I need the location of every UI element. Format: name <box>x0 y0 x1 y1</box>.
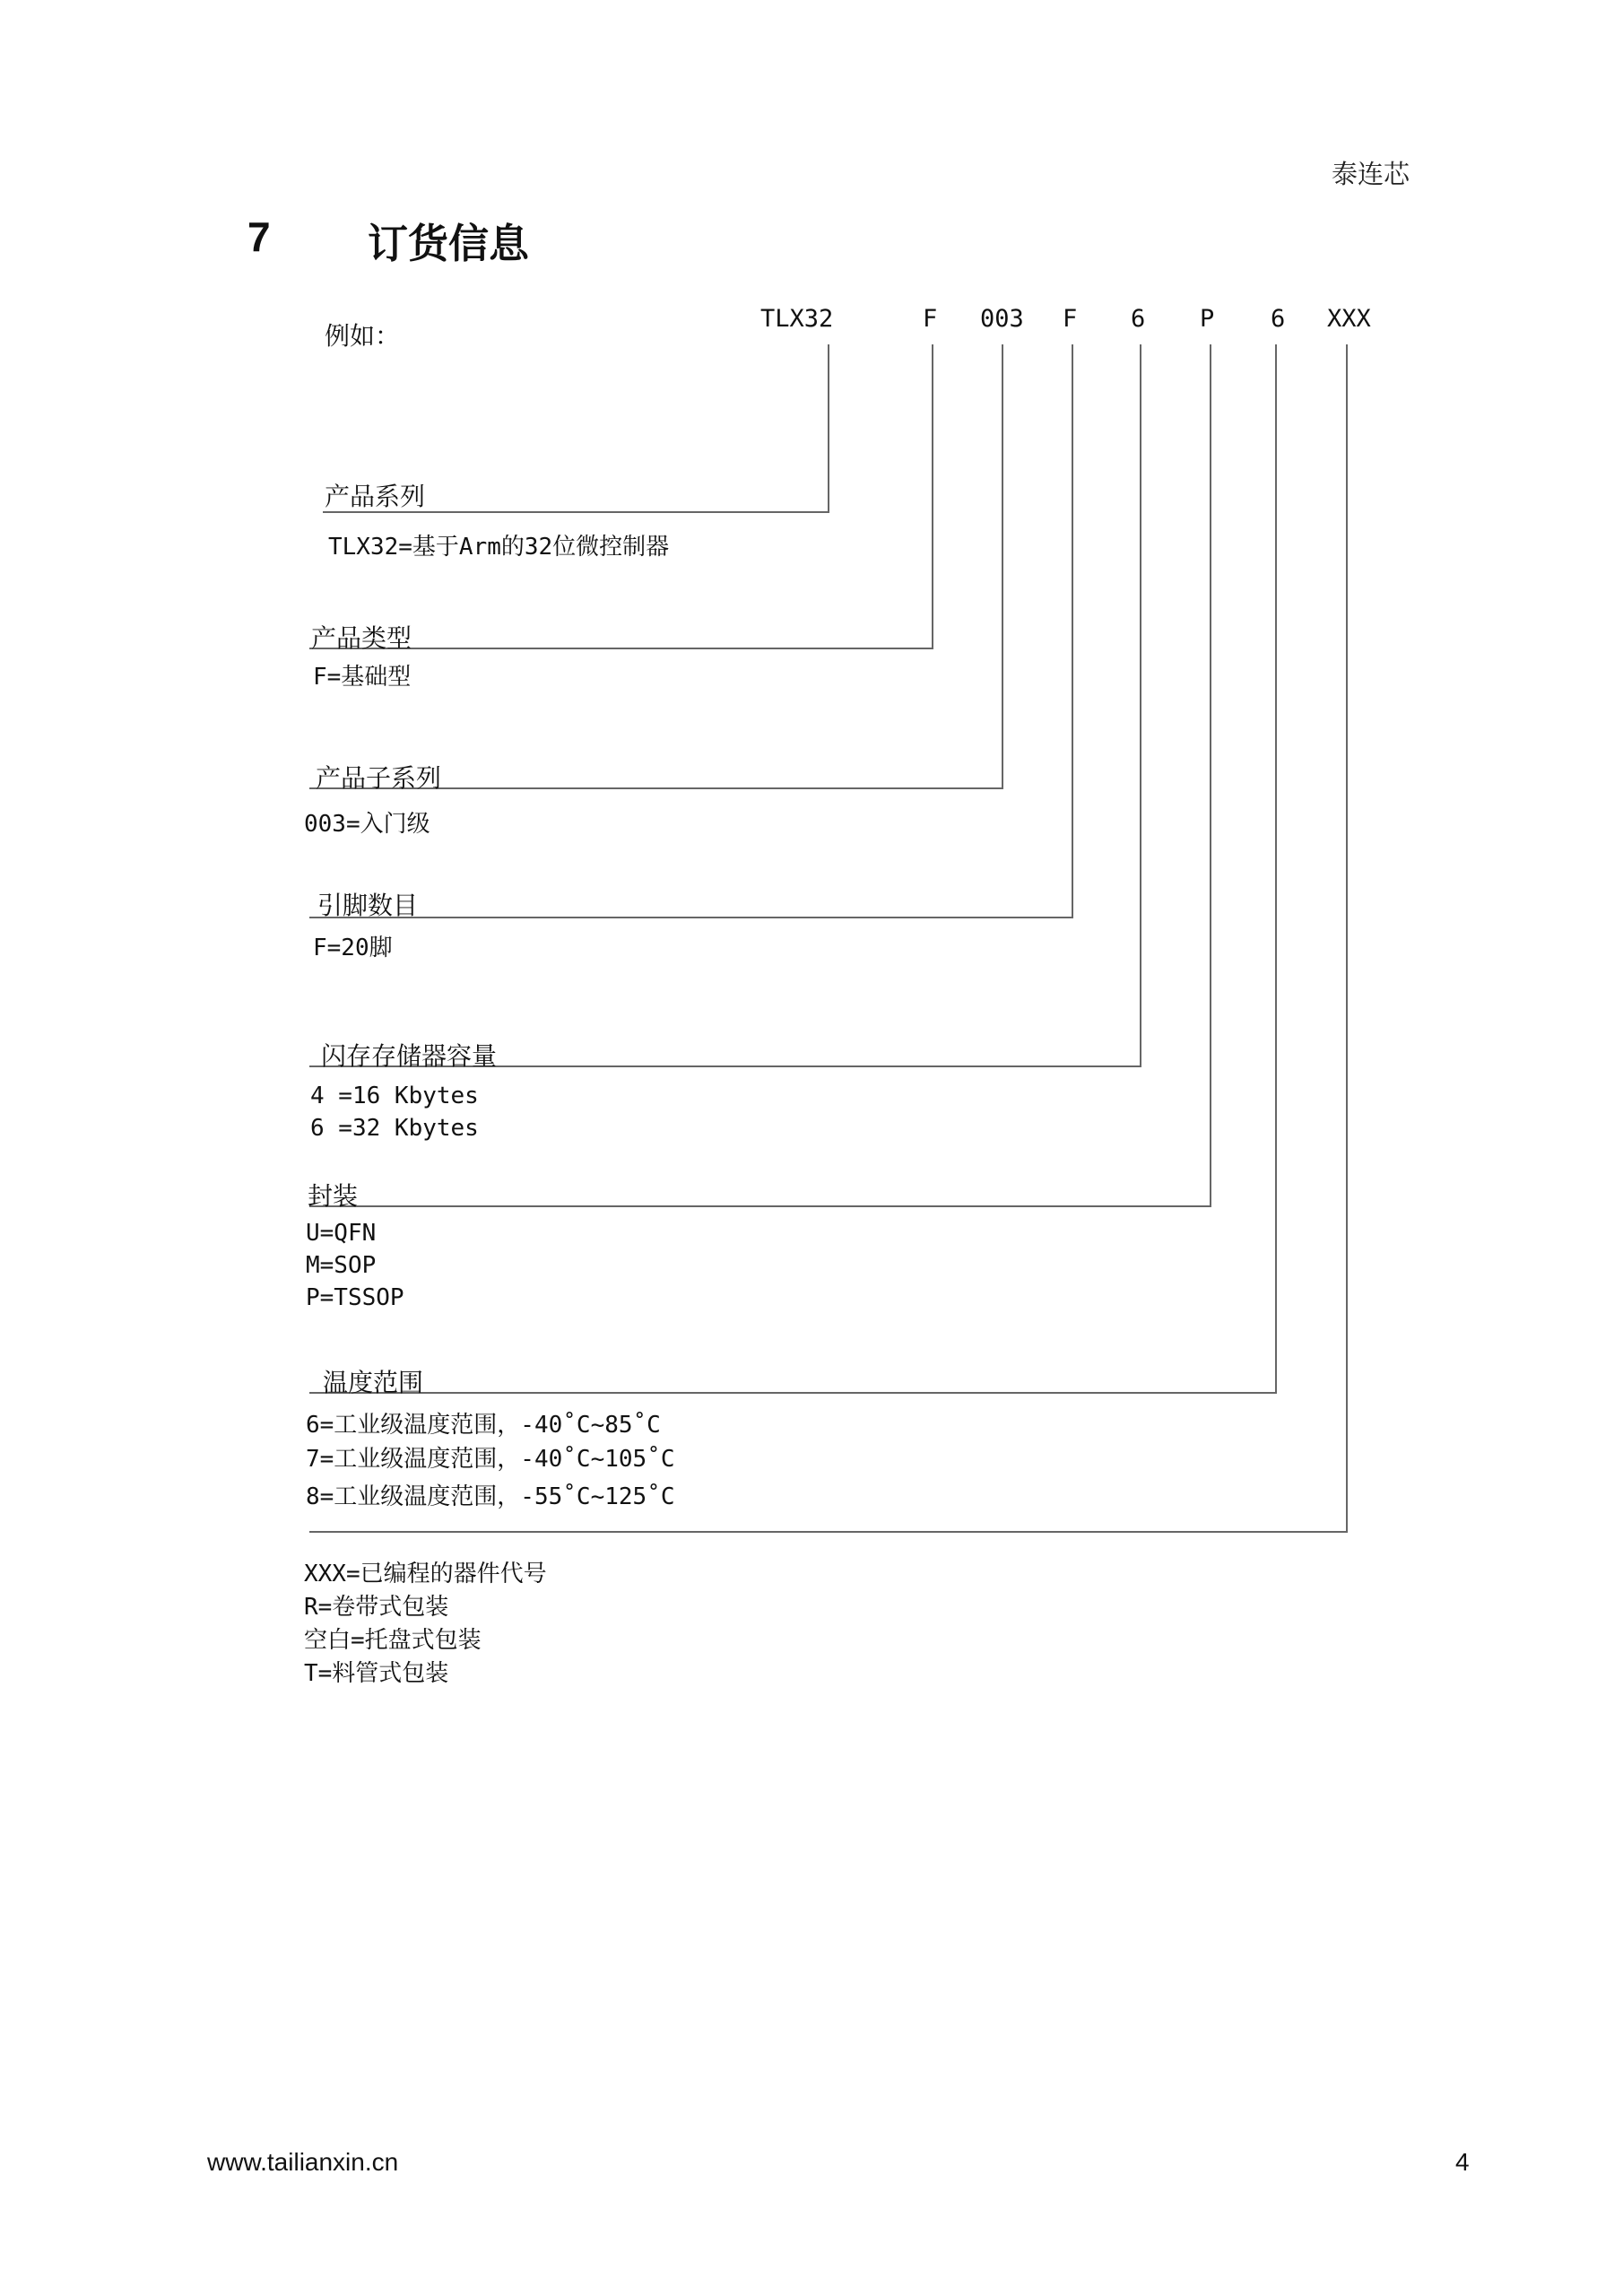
field-label-package: 封装 <box>308 1181 359 1211</box>
code-part-series: TLX32 <box>760 305 834 333</box>
field-desc-package-1: U=QFN <box>306 1220 377 1247</box>
code-part-subseries: 003 <box>980 305 1024 333</box>
field-label-product-subseries: 产品子系列 <box>316 763 442 793</box>
field-desc-package-3: P=TSSOP <box>306 1284 404 1311</box>
field-desc-temperature-2: 7=工业级温度范围，-40˚C~105˚C <box>306 1446 675 1473</box>
footer-url: www.tailianxin.cn <box>207 2148 399 2176</box>
field-desc-flash-size-2: 6 =32 Kbytes <box>310 1115 479 1142</box>
code-part-type: F <box>923 305 938 333</box>
field-label-temperature: 温度范围 <box>323 1368 424 1397</box>
section-title: 订货信息 <box>368 220 530 267</box>
field-label-product-type: 产品类型 <box>311 623 412 653</box>
code-part-flash: 6 <box>1131 305 1146 333</box>
field-desc-option-3: 空白=托盘式包装 <box>304 1627 482 1654</box>
code-part-option: XXX <box>1327 305 1371 333</box>
field-label-flash-size: 闪存存储器容量 <box>321 1041 498 1071</box>
code-part-temp: 6 <box>1271 305 1286 333</box>
code-part-pins: F <box>1063 305 1078 333</box>
field-desc-pin-count: F=20脚 <box>313 935 393 961</box>
field-desc-option-2: R=卷带式包装 <box>304 1594 449 1621</box>
brand-name: 泰连芯 <box>1332 159 1410 189</box>
code-part-package: P <box>1200 305 1215 333</box>
field-desc-option-1: XXX=已编程的器件代号 <box>304 1561 547 1587</box>
field-desc-temperature-1: 6=工业级温度范围，-40˚C~85˚C <box>306 1412 661 1439</box>
section-number: 7 <box>247 213 271 260</box>
field-desc-flash-size-1: 4 =16 Kbytes <box>310 1083 479 1109</box>
page-number: 4 <box>1455 2148 1470 2176</box>
field-desc-option-4: T=料管式包装 <box>304 1660 449 1687</box>
field-label-pin-count: 引脚数目 <box>317 891 419 920</box>
field-desc-product-type: F=基础型 <box>313 664 412 691</box>
field-label-product-series: 产品系列 <box>325 482 426 511</box>
field-desc-product-subseries: 003=入门级 <box>304 811 430 838</box>
field-desc-package-2: M=SOP <box>306 1252 377 1279</box>
example-label: 例如： <box>325 321 401 351</box>
field-desc-temperature-3: 8=工业级温度范围，-55˚C~125˚C <box>306 1483 675 1510</box>
field-desc-product-series: TLX32=基于Arm的32位微控制器 <box>328 534 670 561</box>
